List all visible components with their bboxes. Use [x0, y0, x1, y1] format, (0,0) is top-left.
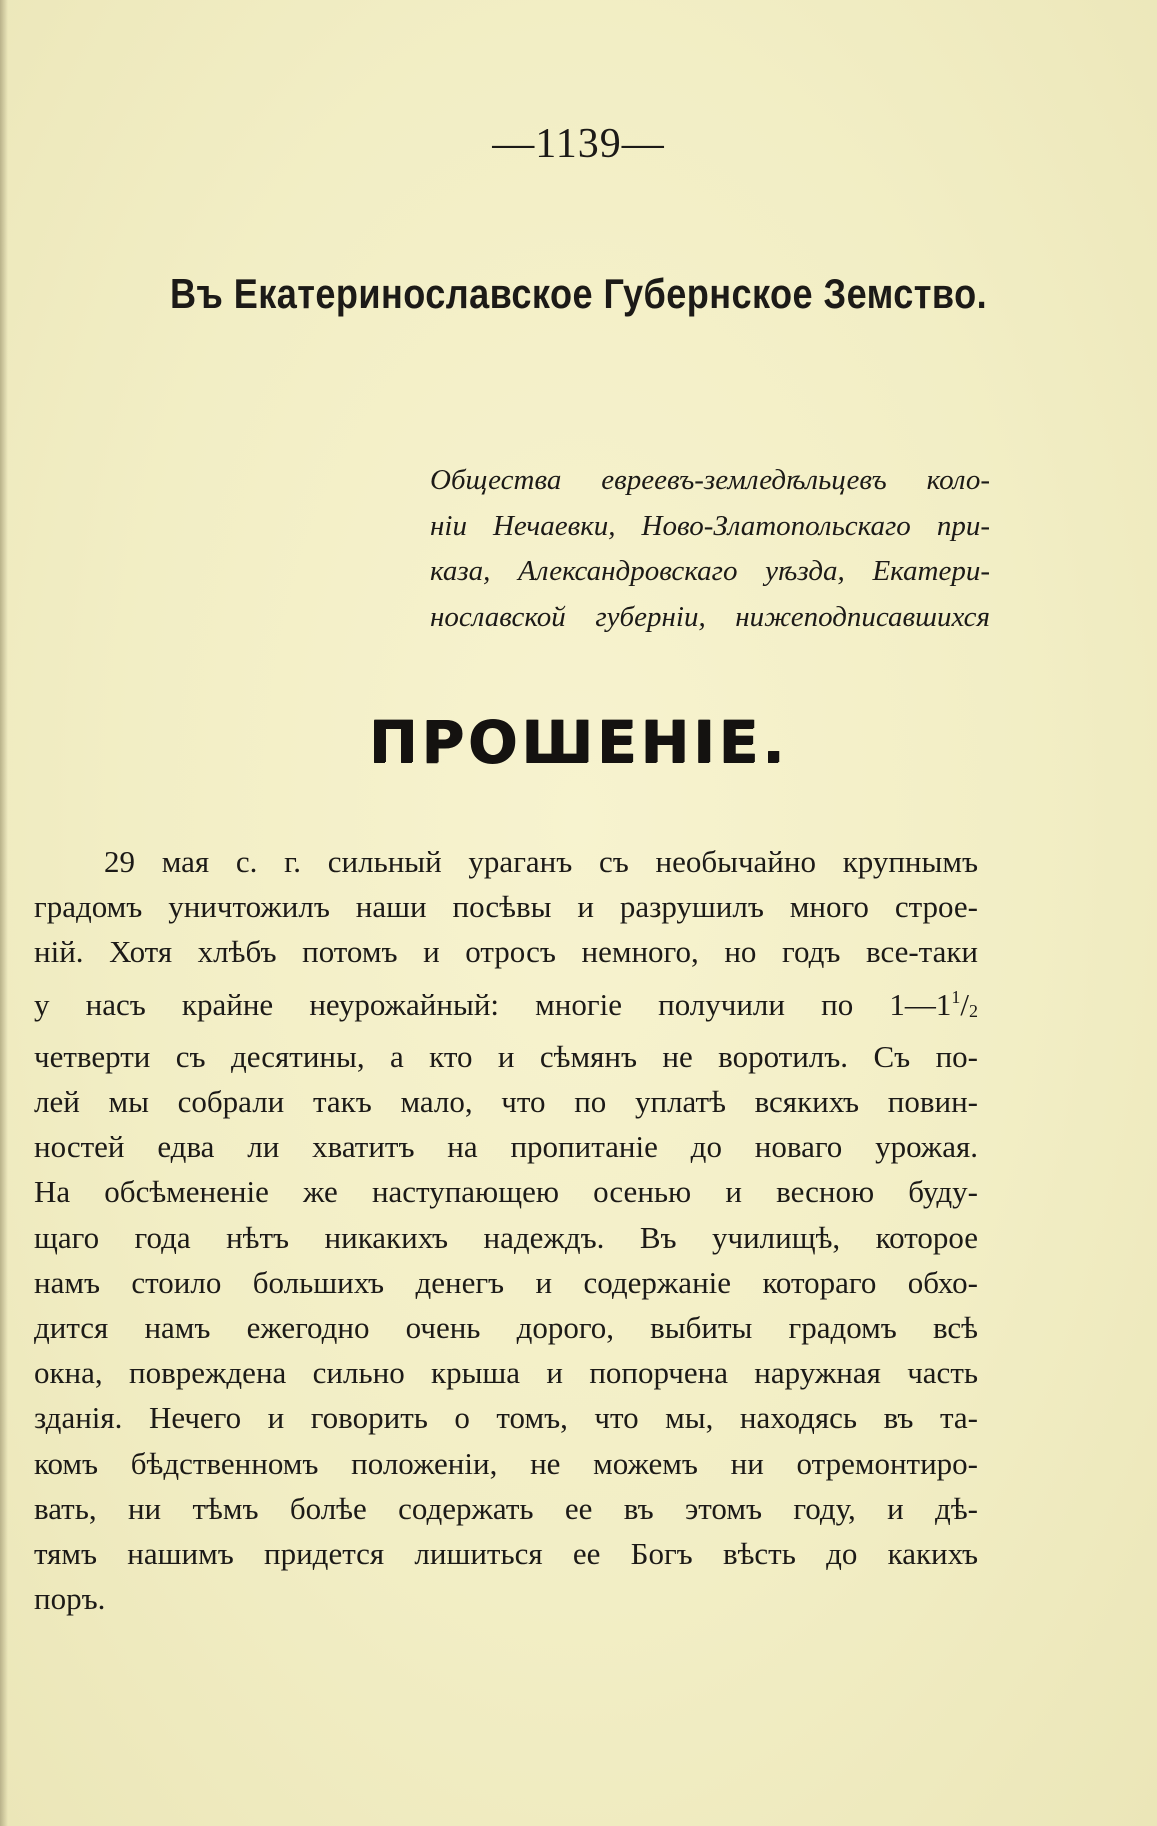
address-line: каза, Александровскаго уѣзда, Екатери-: [430, 555, 990, 587]
body-line: зданія. Нечего и говорить о томъ, что мы, находясь въ та-: [34, 1400, 978, 1436]
body-line: окна, повреждена сильно крыша и попорчена наружная часть: [34, 1355, 978, 1391]
body-line: ностей едва ли хватитъ на пропитаніе до новаго урожая.: [34, 1129, 978, 1165]
body-line: щаго года нѣтъ никакихъ надеждъ. Въ училищѣ, которое: [34, 1219, 978, 1255]
body-line: тямъ нашимъ придется лишиться ее Богъ вѣсть до какихъ: [34, 1536, 978, 1572]
body-line: На обсѣмененіе же наступающею осенью и весною буду-: [34, 1174, 978, 1210]
fraction-denominator: 2: [969, 1000, 978, 1021]
fraction-numerator: 1: [951, 986, 961, 1007]
fraction-slash: /: [960, 986, 969, 1022]
body-line: поръ.: [34, 1581, 106, 1617]
body-line: градомъ уничтожилъ наши посѣвы и разрушилъ много строе-: [34, 889, 978, 925]
body-line: лей мы собрали такъ мало, что по уплатѣ всякихъ повин-: [34, 1084, 978, 1120]
body-line-text: у насъ крайне неурожайный: многіе получили по 1—1: [34, 986, 952, 1022]
petition-title: ПРОШЕНІЕ.: [368, 708, 789, 776]
body-line-with-fraction: [34, 975, 978, 1034]
body-line: ній. Хотя хлѣбъ потомъ и отросъ немного, но годъ все-таки: [34, 934, 978, 970]
body-line: намъ стоило большихъ денегъ и содержаніе котораго обхо-: [34, 1264, 978, 1300]
page-edge-shadow: [0, 0, 8, 1826]
page-number: —1139—: [492, 121, 665, 167]
body-line: дится намъ ежегодно очень дорого, выбиты градомъ всѣ: [34, 1310, 978, 1346]
body-line: четверти съ десятины, а кто и сѣмянъ не воротилъ. Съ по-: [34, 1038, 978, 1074]
address-line: нославской губерніи, нижеподписавшихся: [430, 600, 990, 633]
body-line: вать, ни тѣмъ болѣе содержать ее въ этомъ году, и дѣ-: [34, 1490, 978, 1526]
petition-body: [34, 839, 978, 1621]
body-line: комъ бѣдственномъ положеніи, не можемъ ни отремонтиро-: [34, 1445, 978, 1481]
body-line: 29 мая с. г. сильный ураганъ съ необычайно крупнымъ: [104, 844, 978, 879]
document-heading: Въ Екатеринославское Губернское Земство.: [169, 270, 988, 317]
address-line: ніи Нечаевки, Ново-Златопольскаго при-: [430, 509, 990, 542]
address-line: Общества евреевъ-земледѣльцевъ коло-: [430, 464, 990, 496]
petitioner-address-block: [430, 458, 990, 640]
